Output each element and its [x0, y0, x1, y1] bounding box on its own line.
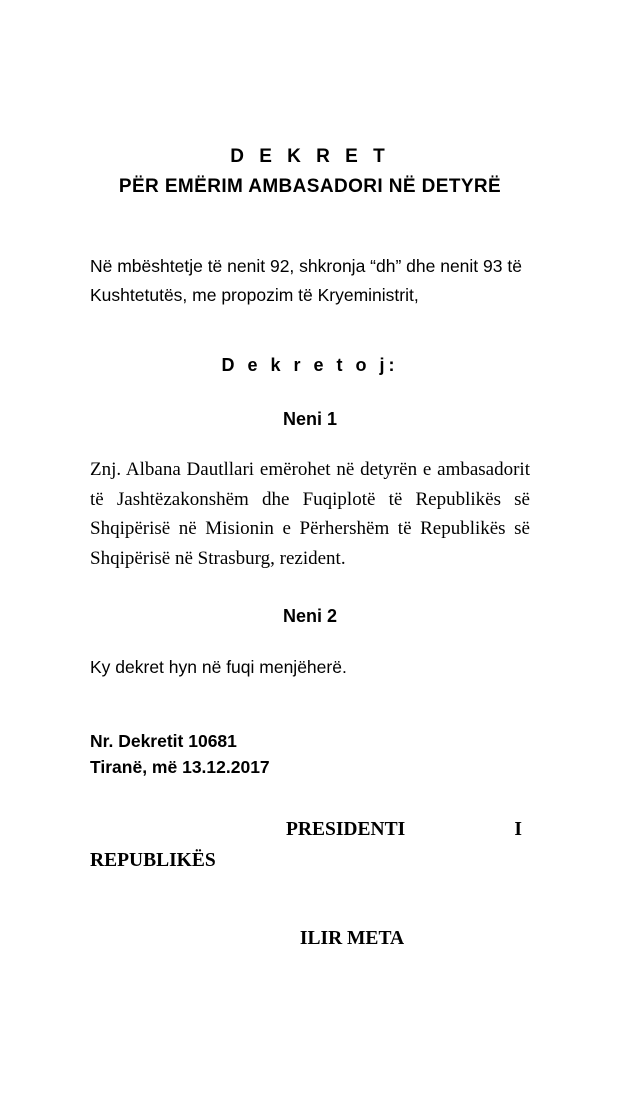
document-body: [90, 145, 530, 950]
article-1-heading: Neni 1: [282, 409, 338, 429]
signature-title-i: I: [514, 819, 522, 840]
signature-title-block: [90, 814, 530, 876]
article-1-text: Znj. Albana Dautllari emërohet në detyrën e ambasadorit të Jashtëzakonshëm dhe Fuqiplotë të Republikës së Shqipërisë në Misionin e Përhershëm të Republikës së Shqipërisë në Strasburg, rezident.: [90, 459, 530, 569]
signature-title-presidenti: PRESIDENTI: [286, 819, 406, 840]
document-title-secondary: PËR EMËRIM AMBASADORI NË DETYRË: [118, 176, 502, 197]
decree-meta: [90, 728, 530, 780]
decree-heading: D e k r e t o j:: [221, 355, 399, 375]
article-2-heading: Neni 2: [282, 606, 338, 626]
document-title-primary: D E K R E T: [230, 146, 390, 167]
signature-title-row: [90, 814, 530, 845]
intro-paragraph: Në mbështetje të nenit 92, shkronja “dh” dhe nenit 93 të Kushtetutës, me propozim të Kryeministrit,: [90, 256, 522, 305]
article-2-text: Ky dekret hyn në fuqi menjëherë.: [90, 657, 347, 677]
signature-title-republikes: REPUBLIKËS: [90, 850, 216, 871]
decree-number: Nr. Dekretit 10681: [90, 731, 237, 751]
place-and-date: Tiranë, më 13.12.2017: [90, 757, 270, 777]
signer-name: ILIR META: [299, 928, 405, 949]
